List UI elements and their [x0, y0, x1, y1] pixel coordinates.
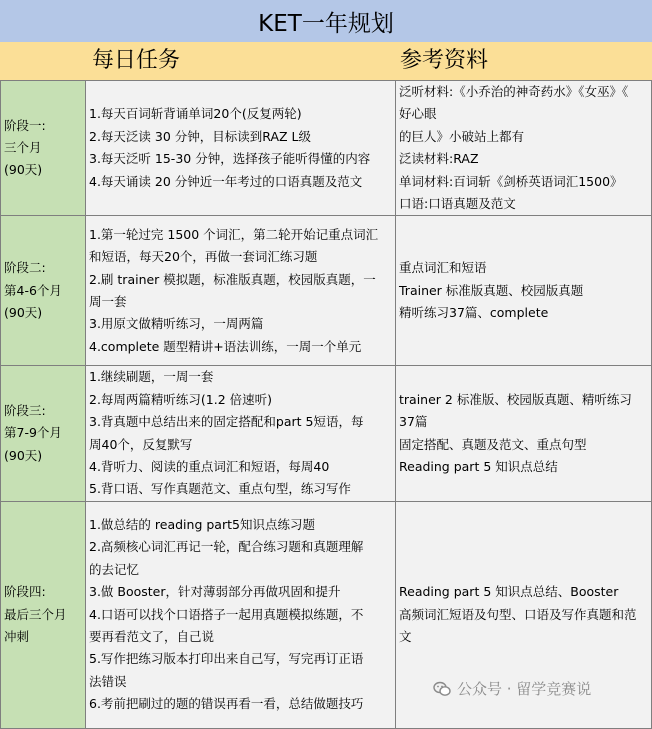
- tasks-cell-line: 法错误: [89, 673, 127, 689]
- plan-table: [0, 80, 652, 729]
- refs-cell-line: 好心眼: [399, 106, 437, 122]
- stage-cell-line: 阶段二:: [4, 260, 46, 276]
- stage-cell-line: 三个月: [4, 140, 42, 156]
- table-row: [1, 216, 652, 366]
- tasks-cell-line: 1.继续刷题，一周一套: [89, 369, 214, 385]
- stage-cell: [1, 366, 86, 501]
- refs-cell-line: 37篇: [399, 414, 428, 430]
- stage-cell-line: (90天): [4, 162, 43, 178]
- tasks-cell: [86, 501, 396, 728]
- refs-cell-line: 单词材料:百词斩《剑桥英语词汇1500》: [399, 173, 623, 189]
- refs-cell-line: 重点词汇和短语: [399, 260, 487, 276]
- stage-cell-line: 冲刺: [4, 629, 30, 645]
- table-header: [0, 42, 652, 81]
- tasks-cell-line: 的去记忆: [89, 561, 140, 577]
- refs-cell-line: Reading part 5 知识点总结: [399, 459, 558, 475]
- stage-cell-line: (90天): [4, 305, 43, 321]
- stage-cell-line: 阶段三:: [4, 403, 46, 419]
- refs-cell-line: Trainer 标准版真题、校园版真题: [399, 282, 584, 298]
- refs-cell: [396, 81, 652, 216]
- tasks-cell-line: 4.背听力、阅读的重点词汇和短语，每周40: [89, 459, 330, 475]
- tasks-cell-line: 周40个，反复默写: [89, 436, 193, 452]
- tasks-cell-line: 周一套: [89, 293, 127, 309]
- refs-cell-line: 口语:口语真题及范文: [399, 196, 516, 212]
- tasks-cell-line: 3.背真题中总结出来的固定搭配和part 5短语，每: [89, 414, 364, 430]
- page-title: KET一年规划: [0, 0, 652, 43]
- refs-cell-line: 精听练习37篇、complete: [399, 305, 549, 321]
- tasks-cell-line: 1.每天百词斩背诵单词20个(反复两轮): [89, 106, 302, 122]
- stage-cell-line: 第7-9个月: [4, 425, 62, 441]
- tasks-cell-line: 4.口语可以找个口语搭子一起用真题模拟练题，不: [89, 606, 364, 622]
- tasks-cell-line: 5.写作把练习版本打印出来自己写，写完再订正语: [89, 651, 364, 667]
- stage-cell-line: 阶段四:: [4, 584, 46, 600]
- tasks-cell-line: 2.每天泛读 30 分钟，目标读到RAZ L级: [89, 128, 312, 144]
- tasks-cell-line: 1.做总结的 reading part5知识点练习题: [89, 517, 315, 533]
- stage-cell: [1, 501, 86, 728]
- tasks-cell-line: 2.高频核心词汇再记一轮，配合练习题和真题理解: [89, 539, 364, 555]
- tasks-cell: [86, 366, 396, 501]
- refs-cell-line: 高频词汇短语及句型、口语及写作真题和范: [399, 606, 637, 622]
- stage-cell-line: 第4-6个月: [4, 282, 62, 298]
- tasks-cell-line: 3.每天泛听 15-30 分钟，选择孩子能听得懂的内容: [89, 151, 371, 167]
- stage-cell: [1, 81, 86, 216]
- tasks-cell-line: 2.每周两篇精听练习(1.2 倍速听): [89, 391, 273, 407]
- header-tasks: 每日任务: [92, 48, 181, 73]
- refs-cell: [396, 216, 652, 366]
- watermark-text: 公众号 · 留学竞赛说: [457, 680, 592, 698]
- wechat-icon: [433, 680, 451, 698]
- tasks-cell-line: 2.刷 trainer 模拟题，标准版真题，校园版真题，一: [89, 271, 376, 287]
- header-refs: 参考资料: [400, 48, 489, 73]
- watermark: [433, 678, 591, 699]
- table-row: [1, 366, 652, 501]
- refs-cell-line: 的巨人》小破站上都有: [399, 128, 525, 144]
- tasks-cell-line: 4.每天诵读 20 分钟近一年考过的口语真题及范文: [89, 173, 363, 189]
- table-row: [1, 81, 652, 216]
- tasks-cell-line: 和短语，每天20个，再做一套词汇练习题: [89, 249, 318, 265]
- tasks-cell-line: 要再看范文了，自己说: [89, 629, 215, 645]
- stage-cell-line: 阶段一:: [4, 117, 46, 133]
- stage-cell-line: (90天): [4, 447, 43, 463]
- tasks-cell: [86, 216, 396, 366]
- tasks-cell: [86, 81, 396, 216]
- tasks-cell-line: 3.做 Booster，针对薄弱部分再做巩固和提升: [89, 584, 341, 600]
- refs-cell-line: Reading part 5 知识点总结、Booster: [399, 584, 619, 600]
- refs-cell-line: 固定搭配、真题及范文、重点句型: [399, 436, 587, 452]
- stage-cell-line: 最后三个月: [4, 606, 67, 622]
- tasks-cell-line: 6.考前把刷过的题的错误再看一看，总结做题技巧: [89, 696, 364, 712]
- tasks-cell-line: 4.complete 题型精讲+语法训练，一周一个单元: [89, 338, 362, 354]
- refs-cell-line: 泛听材料:《小乔治的神奇药水》《女巫》《: [399, 84, 629, 99]
- refs-cell: [396, 366, 652, 501]
- refs-cell-line: 泛读材料:RAZ: [399, 151, 479, 167]
- refs-cell-line: 文: [399, 629, 412, 645]
- tasks-cell-line: 3.用原文做精听练习，一周两篇: [89, 316, 264, 332]
- stage-cell: [1, 216, 86, 366]
- tasks-cell-line: 1.第一轮过完 1500 个词汇，第二轮开始记重点词汇: [89, 226, 379, 242]
- tasks-cell-line: 5.背口语、写作真题范文、重点句型，练习写作: [89, 481, 351, 497]
- refs-cell-line: trainer 2 标准版、校园版真题、精听练习: [399, 391, 632, 407]
